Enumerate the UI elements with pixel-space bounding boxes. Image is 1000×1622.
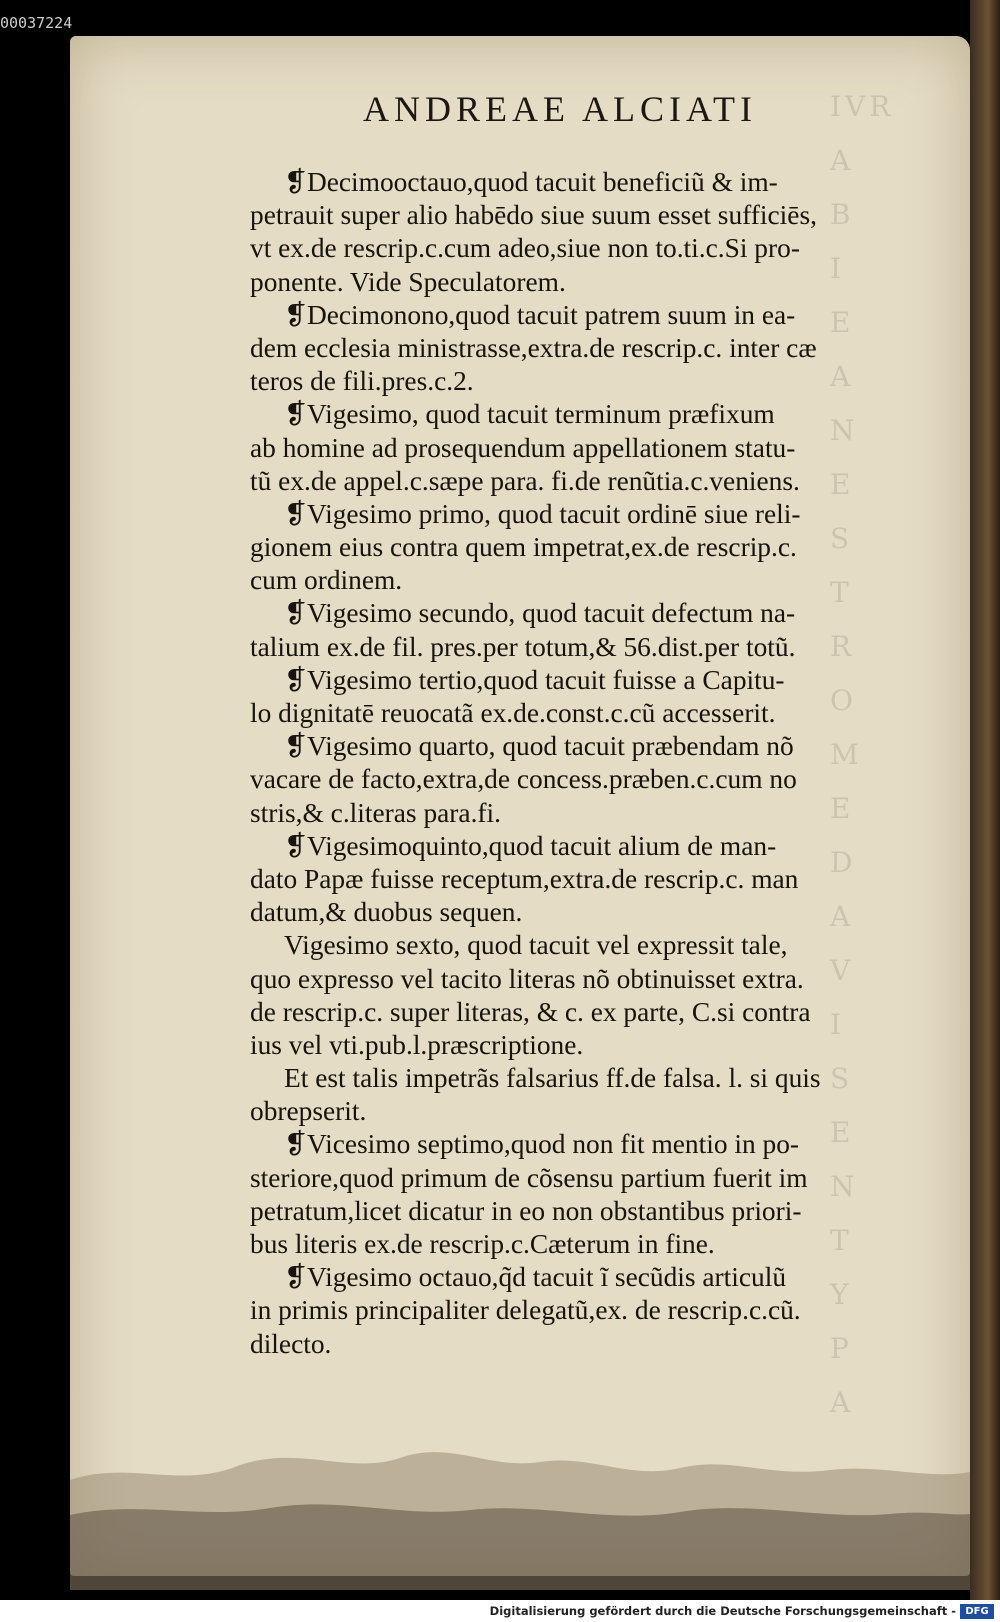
torn-page-edge [70,1420,970,1590]
text-line: ❡Vicesimo septimo,quod non fit mentio in po- [284,1129,800,1160]
text-line: Vigesimo sexto, quod tacuit vel expressit tale, [284,930,788,961]
text-line: talium ex.de fil. pres.per totum,& 56.dist.per totũ. [250,631,796,662]
book-edge [970,0,1000,1600]
text-line: in primis principaliter delegatũ,ex. de rescrip.c.cũ. [250,1295,801,1326]
text-line: lo dignitatē reuocatã ex.de.const.c.cũ accesserit. [250,698,776,728]
text-line: petrauit super alio habēdo siue suum esset sufficiēs, [250,200,817,231]
text-line: dato Papæ fuisse receptum,extra.de rescrip.c. man [250,863,799,894]
footer-credit: Digitalisierung gefördert durch die Deutsche Forschungsgemeinschaft - [489,1604,956,1618]
text-line: cum ordinem. [250,565,403,596]
text-block [250,166,910,1361]
text-line: ius vel vti.pub.l.præscriptione. [250,1029,584,1060]
text-line: ❡Decimooctauo,quod tacuit beneficiũ & im- [284,167,778,197]
text-line: teros de fili.pres.c.2. [250,366,474,397]
text-line: bus literis ex.de rescrip.c.Cæterum in fine. [250,1229,715,1259]
text-line: quo expresso vel tacito literas nõ obtinuisset extra. [250,963,804,994]
text-line: ❡Decimonono,quod tacuit patrem suum in ea- [284,299,796,330]
text-line: ab homine ad prosequendum appellationem statu- [250,432,796,463]
text-line: dilecto. [250,1328,332,1359]
text-line: ❡Vigesimo, quod tacuit terminum præfixum [284,399,775,430]
text-line: datum,& duobus sequen. [250,897,523,928]
text-line: steriore,quod primum de cõsensu partium fuerit im [250,1162,808,1193]
text-line: gionem eius contra quem impetrat,ex.de rescrip.c. [250,532,797,563]
text-line: tũ ex.de appel.c.sæpe para. fi.de renũtia.c.veniens. [250,465,800,496]
text-line: ❡Vigesimo primo, quod tacuit ordinē siue reli- [284,498,801,529]
text-line: dem ecclesia ministrasse,extra.de rescrip.c. inter cæ [250,332,817,363]
text-line: Et est talis impetrãs falsarius ff.de falsa. l. si quis [284,1063,821,1094]
text-line: ❡Vigesimoquinto,quod tacuit alium de man- [284,830,777,861]
running-head: ANDREAE ALCIATI [363,89,757,129]
text-line: ❡Vigesimo tertio,quod tacuit fuisse a Capitu- [284,664,785,695]
scan-id: 00037224 [0,14,73,32]
dfg-logo: DFG [960,1604,994,1619]
text-line: ❡Vigesimo octauo,q̃d tacuit ĩ secũdis articulũ [284,1262,787,1293]
text-line: ponente. Vide Speculatorem. [250,266,566,297]
text-line: petratum,licet dicatur in eo non obstantibus priori- [250,1195,802,1226]
footer-bar [0,1600,1000,1622]
text-line: de rescrip.c. super literas, & c. ex parte, C.si contra [250,996,811,1027]
text-line: ❡Vigesimo quarto, quod tacuit præbendam nõ [284,731,794,762]
text-line: vt ex.de rescrip.c.cum adeo,siue non to.ti.c.Si pro- [250,233,800,264]
text-line: vacare de facto,extra,de concess.præben.c.cum no [250,764,797,795]
text-line: stris,& c.literas para.fi. [250,797,501,828]
text-line: ❡Vigesimo secundo, quod tacuit defectum na- [284,598,796,629]
bleed-through-text: IVR A B I E A N E S T R O M E D A V I S E N T Y P A [830,90,895,1419]
text-line: obrepserit. [250,1096,367,1127]
